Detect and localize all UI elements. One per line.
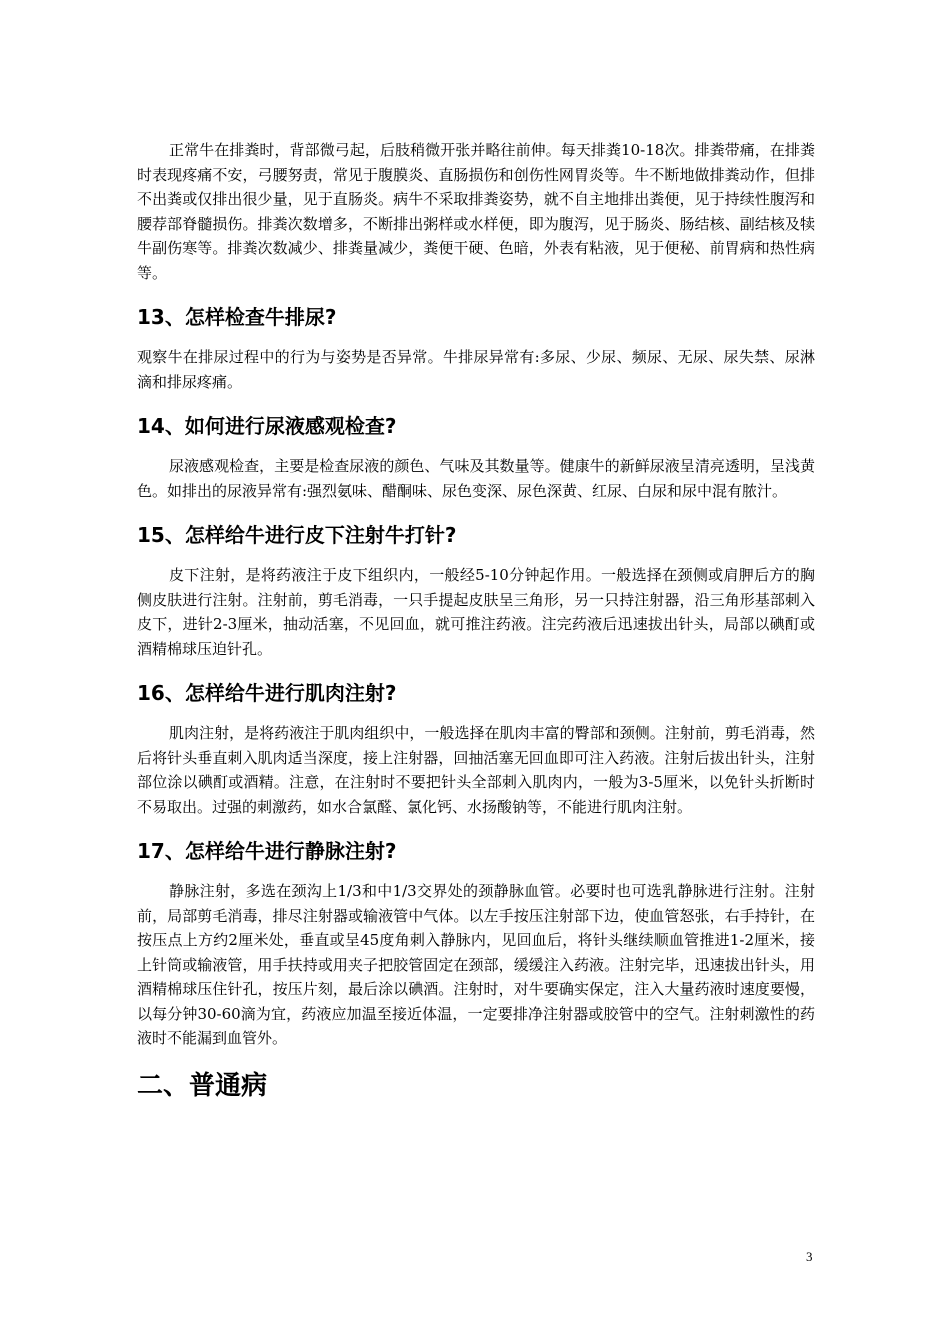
document-page [137,138,815,1103]
section-heading-14: 14、如何进行尿液感观检查? [137,414,397,438]
section-heading-13: 13、怎样检查牛排尿? [137,305,337,329]
section-body-15: 皮下注射，是将药液注于皮下组织内，一般经5-10分钟起作用。一般选择在颈侧或肩胛后方的胸侧皮肤进行注射。注射前，剪毛消毒，一只手提起皮肤呈三角形，另一只持注射器，沿三角形基部刺入皮下，进针2-3厘米，抽动活塞，不见回血，就可推注药液。注完药液后迅速拔出针头，局部以碘酊或酒精棉球压迫针孔。 [137,566,815,658]
section-body-14: 尿液感观检查，主要是检查尿液的颜色、气味及其数量等。健康牛的新鲜尿液呈清亮透明，呈浅黄色。如排出的尿液异常有:强烈氨味、醋酮味、尿色变深、尿色深黄、红尿、白尿和尿中混有脓汁。 [137,457,815,500]
chapter-heading: 二、普通病 [137,1070,268,1101]
page-number: 3 [806,1249,813,1264]
section-heading-15: 15、怎样给牛进行皮下注射牛打针? [137,523,457,547]
section-body-13: 观察牛在排尿过程中的行为与姿势是否异常。牛排尿异常有:多尿、少尿、频尿、无尿、尿失禁、尿淋滴和排尿疼痛。 [137,348,815,391]
section-body-16: 肌肉注射，是将药液注于肌肉组织中，一般选择在肌肉丰富的臀部和颈侧。注射前，剪毛消毒，然后将针头垂直刺入肌肉适当深度，接上注射器，回抽活塞无回血即可注入药液。注射后拔出针头，注射部位涂以碘酊或酒精。注意，在注射时不要把针头全部刺入肌肉内，一般为3-5厘米，以免针头折断时不易取出。过强的刺激药，如水合氯醛、氯化钙、水扬酸钠等，不能进行肌肉注射。 [137,724,815,816]
section-heading-16: 16、怎样给牛进行肌肉注射? [137,681,397,705]
section-heading-17: 17、怎样给牛进行静脉注射? [137,839,397,863]
intro-paragraph: 正常牛在排粪时，背部微弓起，后肢稍微开张并略往前伸。每天排粪10-18次。排粪带痛，在排粪时表现疼痛不安，弓腰努责，常见于腹膜炎、直肠损伤和创伤性网胃炎等。牛不断地做排粪动作，但排不出粪或仅排出很少量，见于直肠炎。病牛不采取排粪姿势，就不自主地排出粪便，见于持续性腹泻和腰荐部脊髓损伤。排粪次数增多，不断排出粥样或水样便，即为腹泻，见于肠炎、肠结核、副结核及犊牛副伤寒等。排粪次数减少、排粪量减少，粪便干硬、色暗，外表有粘液，见于便秘、前胃病和热性病等。 [137,141,815,282]
section-body-17: 静脉注射，多选在颈沟上1/3和中1/3交界处的颈静脉血管。必要时也可选乳静脉进行注射。注射前，局部剪毛消毒，排尽注射器或输液管中气体。以左手按压注射部下边，使血管怒张，右手持针，在按压点上方约2厘米处，垂直或呈45度角刺入静脉内，见回血后，将针头继续顺血管推进1-2厘米，接上针筒或输液管，用手扶持或用夹子把胶管固定在颈部，缓缓注入药液。注射完毕，迅速拔出针头，用酒精棉球压住针孔，按压片刻，最后涂以碘酒。注射时，对牛要确实保定，注入大量药液时速度要慢，以每分钟30-60滴为宜，药液应加温至接近体温，一定要排净注射器或胶管中的空气。注射刺激性的药液时不能漏到血管外。 [137,882,815,1047]
